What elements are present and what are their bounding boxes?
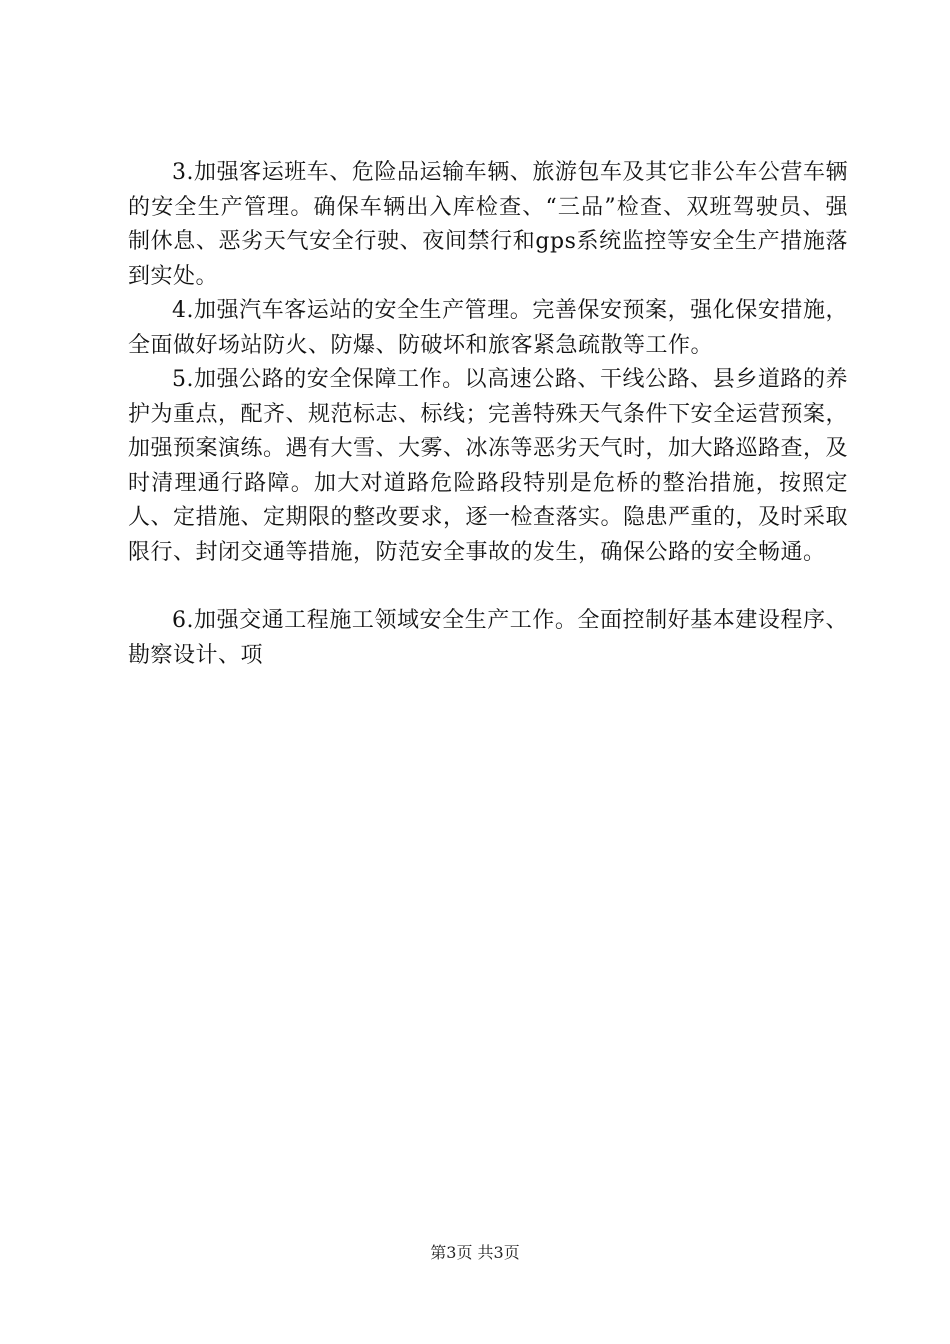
paragraph-item-6: 6.加强交通工程施工领域安全生产工作。全面控制好基本建设程序、勘察设计、项 <box>128 608 848 668</box>
document-body <box>128 156 848 673</box>
paragraph-item-5: 5.加强公路的安全保障工作。以高速公路、干线公路、县乡道路的养护为重点，配齐、规范标志、标线；完善特殊天气条件下安全运营预案，加强预案演练。遇有大雪、大雾、冰冻等恶劣天气时，加大路巡路查，及时清理通行路障。加大对道路危险路段特别是危桥的整治措施，按照定人、定措施、定期限的整改要求，逐一检查落实。隐患严重的，及时采取限行、封闭交通等措施，防范安全事故的发生，确保公路的安全畅通。 <box>128 367 849 565</box>
paragraph-item-4: 4.加强汽车客运站的安全生产管理。完善保安预案，强化保安措施，全面做好场站防火、防爆、防破坏和旅客紧急疏散等工作。 <box>128 298 848 358</box>
paragraph-item-3: 3.加强客运班车、危险品运输车辆、旅游包车及其它非公车公营车辆的安全生产管理。确保车辆出入库检查、“三品”检查、双班驾驶员、强制休息、恶劣天气安全行驶、夜间禁行和gps系统监控等安全生产措施落到实处。 <box>128 160 848 289</box>
page-footer: 第3页 共3页 <box>430 1243 520 1262</box>
